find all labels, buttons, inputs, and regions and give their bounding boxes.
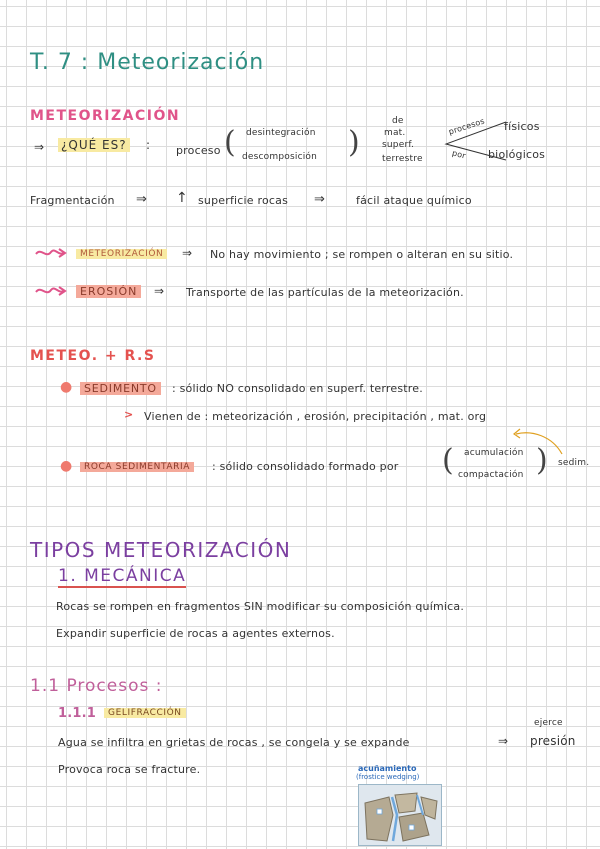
definition-term-meteorizacion: METEORIZACIÓN <box>76 249 167 259</box>
definition-arrow-2: ⇒ <box>154 284 165 298</box>
section-heading-tipos: TIPOS METEORIZACIÓN <box>30 538 292 562</box>
page-title: T. 7 : Meteorización <box>30 50 265 75</box>
presion-text: presión <box>530 734 576 748</box>
section-heading-meteorizacion: METEORIZACIÓN <box>30 108 181 124</box>
fisicos-text: físicos <box>504 120 540 133</box>
compactacion-text: compactación <box>458 470 524 480</box>
vienen-de-text: Vienen de : meteorización , erosión, precipitación , mat. org <box>144 410 487 423</box>
superficie-rocas-text: superficie rocas <box>198 194 289 207</box>
definition-text-meteorizacion: No hay movimiento ; se rompen o alteran en su sitio. <box>210 248 514 261</box>
desintegracion-text: desintegración <box>246 128 316 138</box>
definition-arrow-1: ⇒ <box>182 246 193 260</box>
question-label: ¿QUÉ ES? <box>58 138 130 152</box>
fragmentacion-arrow-2: ⇒ <box>314 192 326 207</box>
frost-wedging-illustration <box>358 784 442 846</box>
subheading-gelifraccion: GELIFRACCIÓN <box>104 708 186 718</box>
sedim-text: sedim. <box>558 458 590 468</box>
question-arrow: ⇒ <box>34 140 45 154</box>
image-title: acuñamiento <box>358 764 417 773</box>
fragmentacion-text: Fragmentación <box>30 194 115 207</box>
right-brace: ) <box>348 125 360 160</box>
biologicos-text: biológicos <box>488 148 546 161</box>
agua-arrow: ⇒ <box>498 734 509 748</box>
procesos-text: procesos <box>447 116 486 137</box>
agua-line: Agua se infiltra en grietas de rocas , se congela y se expande <box>58 736 410 749</box>
mecanica-line-1: Rocas se rompen en fragmentos SIN modificar su composición química. <box>56 600 465 613</box>
question-colon: : <box>146 138 151 152</box>
facil-ataque-text: fácil ataque químico <box>356 194 472 207</box>
subheading-procesos: 1.1 Procesos : <box>30 676 163 696</box>
subheading-mecanica <box>58 566 186 586</box>
squiggle-arrow-icon <box>34 246 68 260</box>
superf-text: superf. <box>382 140 415 150</box>
roca-sedimentaria-text: : sólido consolidado formado por <box>212 460 399 473</box>
left-brace: ( <box>442 443 454 478</box>
right-brace: ) <box>536 443 548 478</box>
provoca-line: Provoca roca se fracture. <box>58 763 201 776</box>
roca-sedimentaria-label: ROCA SEDIMENTARIA <box>80 462 194 472</box>
fragmentacion-arrow-1: ⇒ <box>136 192 148 207</box>
ejerce-text: ejerce <box>534 718 563 728</box>
left-brace: ( <box>224 125 236 160</box>
squiggle-arrow-icon <box>34 284 68 298</box>
bullet-dot: ● <box>60 379 73 395</box>
acumulacion-text: acumulación <box>464 448 524 458</box>
mat-text: mat. <box>384 128 406 138</box>
definition-term-erosion: EROSIÓN <box>76 285 141 298</box>
definition-text-erosion: Transporte de las partículas de la meteorización. <box>186 286 464 299</box>
sedimento-label: SEDIMENTO <box>80 382 161 395</box>
de-text: de <box>392 116 404 126</box>
descomposicion-text: descomposición <box>242 152 318 162</box>
rock-icon <box>359 785 441 845</box>
bullet-dot: ● <box>60 458 73 474</box>
up-arrow-icon: ↑ <box>176 190 188 206</box>
terrestre-text: terrestre <box>382 154 423 164</box>
image-subtitle: (frostice wedging) <box>356 773 420 781</box>
proceso-text: proceso <box>176 144 221 157</box>
section-heading-meteo-rs: METEO. + R.S <box>30 348 156 364</box>
sedimento-text: : sólido NO consolidado en superf. terrestre. <box>172 382 423 395</box>
chevron-right-icon: > <box>124 408 134 421</box>
mecanica-line-2: Expandir superficie de rocas a agentes externos. <box>56 627 335 640</box>
subheading-mecanica-label: 1. MECÁNICA <box>58 566 187 586</box>
subheading-number: 1.1.1 <box>58 706 97 721</box>
por-text: por <box>451 148 467 161</box>
